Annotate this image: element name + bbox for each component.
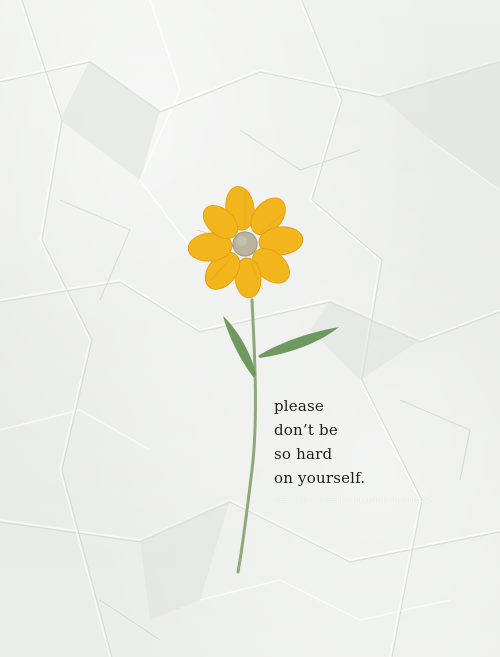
quote-line: don’t be — [274, 421, 338, 439]
quote-line: please — [274, 397, 324, 415]
quote-line: on yourself. — [274, 469, 366, 487]
paper-shadows — [60, 60, 500, 620]
leaf-icon — [223, 316, 256, 378]
quote-line: so hard — [274, 445, 333, 463]
watermark-text: THELOVEYOURSELFCHALLENGE.TUMBLR.COM — [275, 497, 436, 504]
flower-icon — [187, 185, 304, 299]
quote-text — [274, 394, 474, 490]
